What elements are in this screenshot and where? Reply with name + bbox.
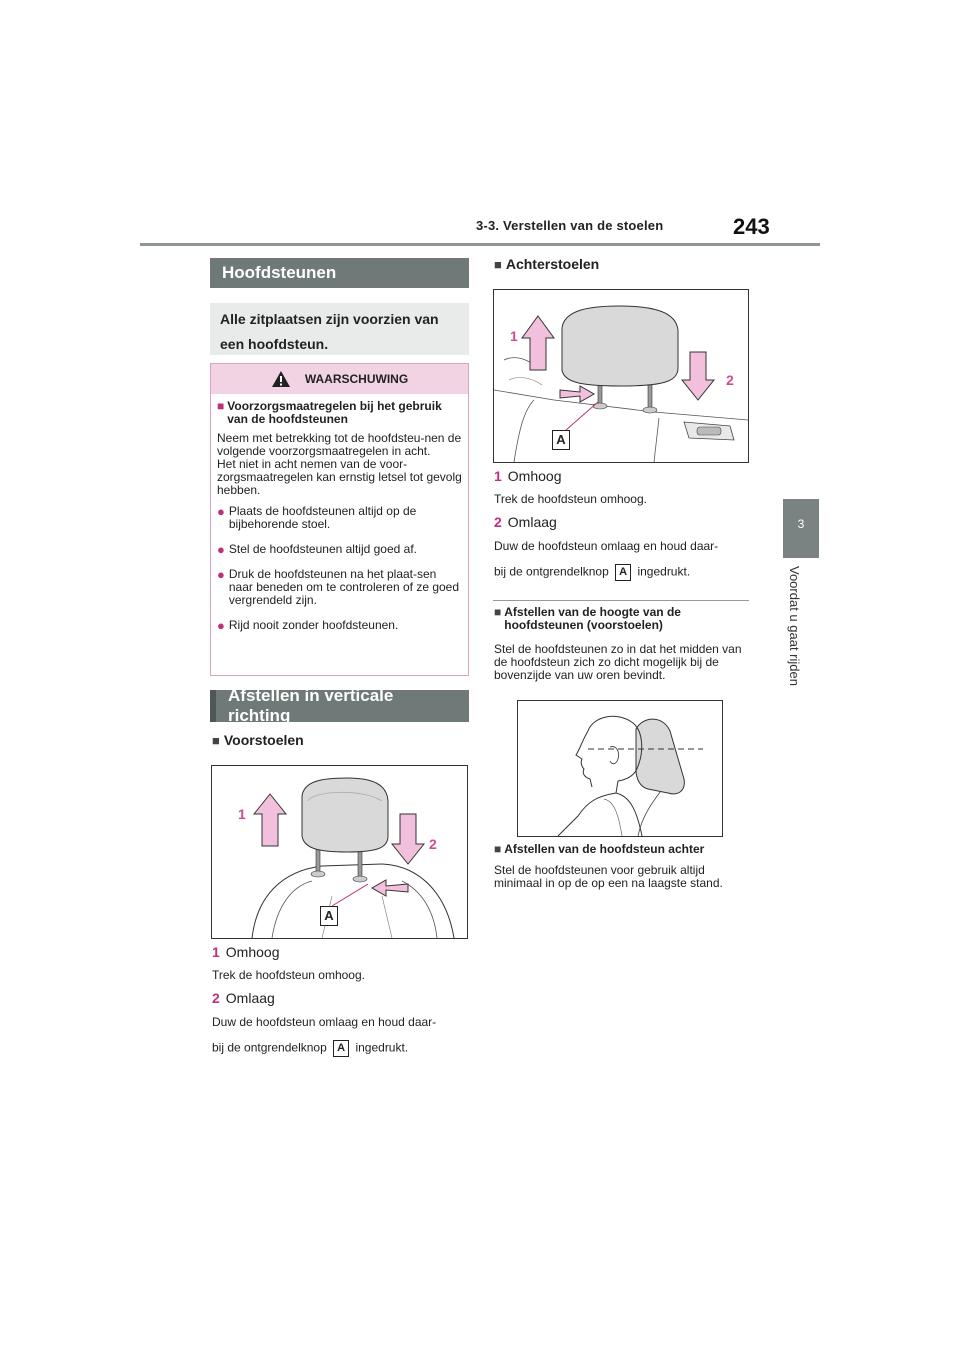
warning-bullet: ● Plaats de hoofdsteunen altijd op de bijbehorende stoel. xyxy=(217,504,417,531)
warning-paragraph-2: Het niet in acht nemen van de voor-zorgsmaatregelen kan ernstig letsel tot gevolg hebben. xyxy=(217,457,462,497)
head-position-figure xyxy=(517,700,723,837)
figure-label-a: A xyxy=(552,430,570,450)
square-bullet-icon: ■ xyxy=(494,256,502,272)
section-title-hoofdsteunen: Hoofdsteunen xyxy=(210,258,469,288)
square-bullet-icon: ■ xyxy=(217,399,225,413)
step-2: 2 Omlaag xyxy=(212,990,275,1006)
warning-title: WAARSCHUWING xyxy=(304,372,409,386)
front-headrest-figure xyxy=(211,765,468,939)
warning-header xyxy=(211,364,468,394)
head-position-illustration xyxy=(518,701,722,836)
release-button-badge: A xyxy=(615,564,631,581)
step-1: 1 Omhoog xyxy=(494,468,562,484)
divider xyxy=(493,600,749,601)
warning-bullet: ● Rijd nooit zonder hoofdsteunen. xyxy=(217,618,399,633)
section-title-verticaal: Afstellen in verticale richting xyxy=(210,690,469,722)
warning-triangle-icon xyxy=(271,370,291,388)
warning-subheading: Voorzorgsmaatregelen bij het gebruik van de hoofdsteunen xyxy=(227,399,442,426)
figure-label-1: 1 xyxy=(510,328,518,344)
step-1-text: Trek de hoofdsteun omhoog. xyxy=(494,492,647,506)
section-header: 3-3. Verstellen van de stoelen xyxy=(476,218,664,233)
front-seats-heading: ■ Voorstoelen xyxy=(212,732,304,748)
height-heading: ■ Afstellen van de hoogte van de hoofdsteunen (voorstoelen) xyxy=(494,605,681,632)
page-number: 243 xyxy=(733,214,770,239)
warning-paragraph-1: Neem met betrekking tot de hoofdsteu-nen de volgende voorzorgsmaatregelen in acht. xyxy=(217,431,462,458)
height-text: Stel de hoofdsteunen zo in dat het midden van de hoofdsteun zich zo dicht mogelijk bij de bovenzijde van uw oren bevindt. xyxy=(494,642,742,682)
rear-adjust-text: Stel de hoofdsteunen voor gebruik altijd minimaal in op de op een na laagste stand. xyxy=(494,863,723,890)
step-2-text-a: Duw de hoofdsteun omlaag en houd daar- xyxy=(494,539,719,553)
rear-headrest-illustration xyxy=(494,290,748,462)
bullet-dot-icon: ● xyxy=(217,567,225,582)
bullet-dot-icon: ● xyxy=(217,504,225,519)
square-bullet-icon: ■ xyxy=(494,605,502,619)
header-rule xyxy=(140,243,820,246)
rear-seats-heading: ■ Achterstoelen xyxy=(494,256,600,272)
bullet-dot-icon: ● xyxy=(217,618,225,633)
release-button-badge: A xyxy=(333,1040,349,1057)
figure-label-a: A xyxy=(320,906,338,926)
step-2-text-b: bij de ontgrendelknop A ingedrukt. xyxy=(212,1040,408,1057)
rear-headrest-figure xyxy=(493,289,749,463)
warning-bullet: ● Stel de hoofdsteunen altijd goed af. xyxy=(217,542,418,557)
chapter-title: Voordat u gaat rijden xyxy=(787,566,802,686)
chapter-number: 3 xyxy=(797,517,805,531)
warning-bullet: ● Druk de hoofdsteunen na het plaat-sen naar beneden om te controleren of ze goed vergrendeld zijn. xyxy=(217,567,460,607)
rear-adjust-heading: ■ Afstellen van de hoofdsteun achter xyxy=(494,842,705,856)
figure-label-2: 2 xyxy=(429,836,437,852)
intro-text: Alle zitplaatsen zijn voorzien van een hoofdsteun. xyxy=(210,303,469,355)
figure-label-2: 2 xyxy=(726,372,734,388)
bullet-dot-icon: ● xyxy=(217,542,225,557)
step-1-text: Trek de hoofdsteun omhoog. xyxy=(212,968,365,982)
warning-box xyxy=(210,363,469,676)
figure-label-1: 1 xyxy=(238,806,246,822)
step-2-text-b: bij de ontgrendelknop A ingedrukt. xyxy=(494,564,690,581)
square-bullet-icon: ■ xyxy=(494,842,502,856)
front-headrest-illustration xyxy=(212,766,467,938)
step-1: 1 Omhoog xyxy=(212,944,280,960)
step-2-text-a: Duw de hoofdsteun omlaag en houd daar- xyxy=(212,1015,437,1029)
step-2: 2 Omlaag xyxy=(494,514,557,530)
square-bullet-icon: ■ xyxy=(212,732,220,748)
